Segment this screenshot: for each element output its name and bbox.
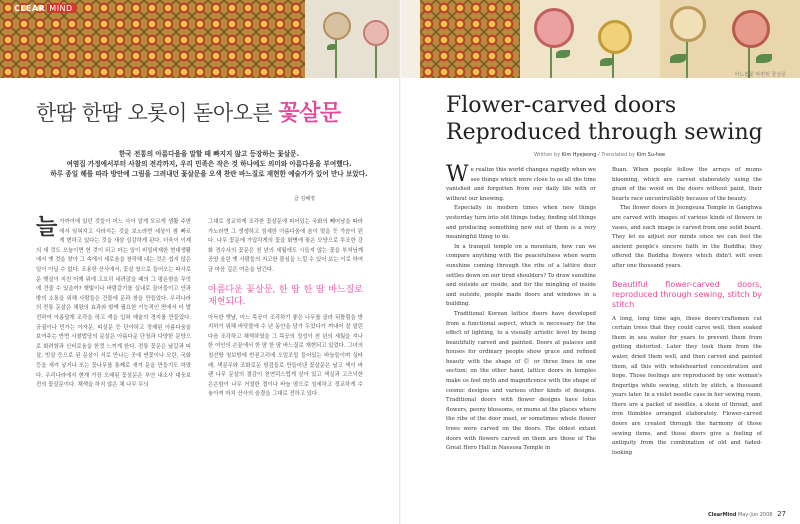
english-paragraph: The flower doors in Jeongsusa Temple in Ganghwa are carved with images of various kinds of flowers in vases, and each image is carved from one solid board. They let us adjust our minds since we can feel the ancient people's sincere faith in the Buddha; they offered the Buddha flowers which didn't wilt even after one thousand years. xyxy=(612,205,762,269)
korean-paragraph: 가까이에 있던 것들이 어느 사이 알게 모르게 생활 주변에서 잊혀지고 사라지는 것을 보노라면 세상이 참 빠르게 변하고 있다는 것을 새삼 실감하게 된다. 더욱이 이제의 새 것도 오늘이면 헌 것이 되고 마는 일이 비일비재한 현대생활에서 옛 것을 찾아 그 속에서 새로움을 창작해 내는 것은 쉽지 않은 일이 아닐 수 없다. 조용한 산사에서, 꽃살 창으로 들어오는 따사로운 햇살이 지친 어깨 위에 고요히 내려앉을 때의 그 평온함을 무엇에 견줄 수 있을까? 햇빛이나 바람같기를 실내로 끌어들이고 안과 밖의 소통을 위해 사람들은 건물에 문과 창을 만들었다. 우리나라의 전통 문살은 채광의 효과와 함께 필요한 기능적인 면에서 더 발전하여 아름답게 조각을 하고 색을 입혀 예술의 경지를 만들었다. 궁궐이나 민가는 아자문, 띠살문 등 단아하고 정제된 아름다움을 보여주는 반면 사찰법당의 문살은 아름다운 단청과 다양한 문양으로 화려함과 신비로움을 한껏 느끼게 한다. 전통 꽃문은 날갈과 띠살, 빗살 등으로 된 문살이 서로 만나는 곳에 연꽃이나 모란, 국화 등을 새겨 넣거나 또는 꽃나무를 통째로 새겨 문을 만들기도 하였다. 우리나라에서 현재 가장 오래된 꽃살문은 부안 내소사 대웅보전의 꽃살문이다. 채색을 하지 않은 채 나무 무늬 xyxy=(36,219,191,389)
english-column-2 xyxy=(612,166,762,458)
english-paragraph: Especially in modern times when new things yesterday turn into old things today, finding old things and producing something new out of them is a very meaningful thing to do. xyxy=(446,205,596,241)
korean-column-2 xyxy=(208,218,363,400)
korean-body xyxy=(36,215,376,508)
english-credits: Written by Kim Hyejeong / Translated by Kim Su-hee xyxy=(534,152,666,158)
english-paragraph: A long, long time ago, these doors'craftsmen cut certain trees that they could carve well, then soaked them in sea water for years to prevent them from getting distorted. Later they took them from the water, dried them well, and then carved and painted them, all this with wholehearted concentration and hope. Those feelings are reproduced by one woman's fingertips while sewing, stitch by stitch, a thousand years later. In a violet needle case in her sewing room, there are a packet of needles, a skein of thread, and iron thimbles arranged elaborately. Flower-carved doors are created through the harmony of those sewing items, and those doors give a feeling of antiquity from the combination of old and faded-looking xyxy=(612,315,762,456)
korean-title-accent: 꽃살문 xyxy=(278,101,341,126)
top-image-caption: 어느절꽃 마련된 꽃살문 xyxy=(734,72,786,78)
korean-title: 한땀 한땀 오롯이 돋아오른 꽃살문 xyxy=(36,101,341,126)
korean-column-1 xyxy=(36,215,191,391)
korean-byline: 글 김혜정 xyxy=(294,196,315,202)
page-number: 27 xyxy=(777,510,786,518)
korean-intro-line: 하루 종일 해를 따라 방안에 그림을 그려내던 꽃살문을 오색 찬란 바느질로 재현한 예술가가 있어 만나 보았다. xyxy=(50,170,368,178)
korean-dropcap: 늘 xyxy=(36,215,58,240)
korean-paragraph: 그대로 정교하게 조각한 꽃살문에 피어있는 국화의 빼어남을 따라 가노라면 그 생생하고 섬세한 아름다움에 숨이 멎을 듯 가슴이 뛴다. 나무 꽃문에 가압각게의 꽃을 화병에 꽂은 모양으로 투조한 강화 정수사의 꽃문은 천 년의 세월에도 시들지 않는 꽃을 부처님께 공양 올린 옛 사람들의 지고한 불심을 느낄 수 있어 보는 이로 하여금 마음 깊은 여운을 남긴다. xyxy=(208,219,363,273)
korean-intro xyxy=(44,149,374,179)
english-subheading: Beautiful flower-carved doors, reproduced through sewing, stitch by stitch xyxy=(612,279,762,309)
right-page-english xyxy=(400,0,800,524)
footer-issue: May-Jun 2008 xyxy=(738,512,773,518)
english-paragraph: We realize this world changes rapidly when we see things which were close to us all the time vanished and forgotten from our daily life with or without our knowing. xyxy=(446,162,596,202)
korean-paragraph: 아득한 옛날, 어느 목공이 조각하기 좋은 나무를 골라 뒤틀림을 방지하기 위해 바닷물에 수 년 동안을 담가 두었다가 꺼내어 잘 말린 다음 조각하고 채색하였을 그 목공의 정성이 천 년의 세월을 지나 한 여인의 손끝에서 한 땀 한 땀 바느질로 재현되고 있었다. 그녀의 침선방 청보방에 반짇고리에 오밀조밀 들어있는 바늘들이며 실타래, 색골무와 조화로운 헝겊들로 만들어낸 꽃살문은 날고 색이 바랜 나무 문살의 결감이 천연덕스럽게 살아 있고 색실과 고즈넉한 은은함이 나무 거칠한 결이나 바늘 땀으로 섬세하고 정교하게 수 놓아져 마치 산사의 숨결을 그대로 전하고 있다. xyxy=(208,314,363,398)
magazine-logo: CLEAR MIND xyxy=(14,4,73,13)
english-dropcap: W xyxy=(446,162,469,187)
korean-subheading: 아름다운 꽃살문, 한 땀 한 땀 바느질로 재현되다. xyxy=(208,284,363,307)
korean-intro-line: 한국 전통의 아름다움을 말할 때 빠지지 않고 등장하는 꽃살문. xyxy=(118,150,300,158)
english-paragraph: Traditional Korean lattice doors have developed from a functional aspect, which is necessary for the effect of lighting, to a visually artistic level by being beautifully carved and painted. Doors at palaces and houses for ordinary people show grace and refined beauty with the shape of 亞 or three lines in one section; on the other hand, lattice doors in temples make us feel myth and magnificence with the shape of cosmic designs and various other kinds of designs. Traditional doors with flower designs have lotus flowers, peony blossoms, or mums at the places where the ribs of the door meet, or sometimes whole flower trees were carved on the doors. The oldest extant doors with flowers carved on them are those of The Great Hero Hall in Naesosa Temple in xyxy=(446,310,596,452)
korean-intro-line: 여염집 가정에서부터 사찰의 전각까지, 우리 민족은 작은 것 하나에도 의미와 아름다움을 부여했다. xyxy=(66,160,352,168)
page-footer xyxy=(708,510,786,518)
english-paragraph: Buan. When people follow the arrays of mums blooming, which are carved elaborately using the grain of the wood on the doors without paint, their hearts race uncontrollably because of the beauty. xyxy=(612,167,762,202)
footer-brand: ClearMind xyxy=(707,512,737,518)
english-column-1 xyxy=(446,162,596,454)
english-paragraph: In a tranquil temple on a mountain, how can we compare anything with the peacefulness when warm sunshine coming through the ribs of a lattice door settles down on our tired shoulders? To draw sunshine and outside air inside, and for the mingling of inside and outside, people made doors and windows in a building. xyxy=(446,243,596,308)
english-title: Flower-carved doors Reproduced through sewing xyxy=(446,93,763,145)
